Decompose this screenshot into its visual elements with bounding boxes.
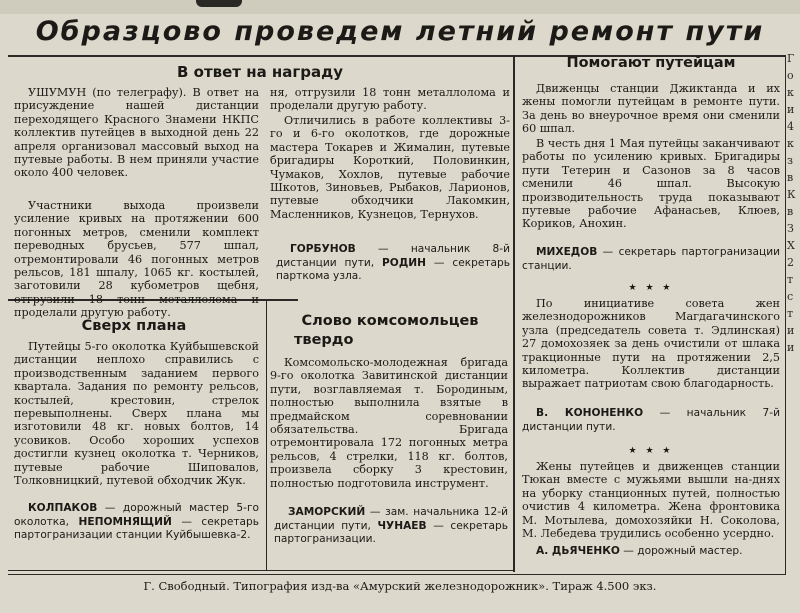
helping-paragraph-4: Жены путейцев и движенцев станции Тюкан вместе с мужьями вышли на-днях на уборку станционных путей, полностью очистив 4 километра. Жена фронтовика М. Мотылева, домохозяйки Н. Соколова, М. Лебедева трудились особенно усердно.: [522, 460, 780, 541]
above-plan-paragraph-1: Путейцы 5-го околотка Куйбышевской дистанции неплохо справились с производственным заданием первого квартала. Задания по ремонту рельсов, костылей, крестовин, стрелок перевыполнены. Сверх плана мы изготовили 48 кг. новых болтов, 14 усовиков. Особо хороших успехов достигли кузнец околотка т. Черников, путевые рабочие Шиповалов, Толковницкий, путевой обходчик Жук.: [14, 340, 259, 488]
above-plan-signature-role-2: — секретарь партогранизации станции Куйбышевка-2.: [14, 515, 259, 542]
reward-paragraph-3: Отличились в работе коллективы 3-го и 6-го околотков, где дорожные мастера Токарев и Жималин, путевые бригадиры Короткий, Половинкин, Чумаков, Хохлов, путевые рабочие Шкотов, Зиновьев, Рыбаков, Ларионов, путевые обходчики Лакомкин, Масленников, Кузнецов, Тернухов.: [270, 114, 510, 221]
helping-signature-1-role: — секретарь партогранизации станции.: [522, 246, 780, 272]
article-title-komsomol: [270, 312, 510, 350]
above-plan-signature-name-1: КОЛПАКОВ: [28, 502, 98, 514]
helping-signature-1: [522, 246, 780, 273]
helping-paragraph-2: В честь дня 1 Мая путейцы заканчивают работы по усилению кривых. Бригадиры пути Тетерин и Сазонов за 8 часов сменили 46 шпал. Высокую производительность труда показывают путевые рабочие Афанасьев, Клюев, Кориков, Анохин.: [522, 137, 780, 231]
reward-paragraph-2: Участники выхода произвели усиление кривых на протяжении 600 погонных метров, сменили комплект переводных брусьев, 577 шпал, отремонтировали 46 погонных метров рельсов, 181 шпалу, 1065 кг. костылей, заготовили 28 кубометров щебня, отгрузили 18 тонн металлолома и проделали другую работу.: [14, 199, 259, 320]
imprint-footer: Г. Свободный. Типография изд-ва «Амурский железнодорожник». Тираж 4.500 экз.: [143, 579, 657, 593]
helping-paragraph-1: Движенцы станции Джиктанда и их жены помогли путейцам в ремонте пути. За день во внеурочное время они сменили 60 шпал.: [522, 82, 780, 136]
article-title-helping: Помогают путейцам: [566, 55, 736, 71]
above-plan-signature: [14, 502, 259, 543]
komsomol-signature-role-2: — секретарь партогранизации.: [274, 519, 509, 546]
rule-bottom: [8, 574, 786, 575]
rule-left-bottom: [8, 570, 513, 571]
cut-off-adjacent-column: Г о к и 4 к з в К в З Х 2 т с т и и: [787, 52, 796, 354]
column-divider-edge: [785, 57, 786, 574]
helping-signature-3: [522, 545, 780, 558]
komsomol-title-line-1: Слово комсомольцев: [301, 313, 479, 329]
helping-signature-2-role: — начальник 7-й дистанции пути.: [522, 407, 781, 433]
article-title-above-plan: Сверх плана: [81, 318, 187, 334]
above-plan-signature-name-2: НЕПОМНЯЩИЙ: [78, 515, 172, 528]
reward-signature-role-1: — начальник 8-й дистанции пути,: [276, 243, 510, 269]
komsomol-signature-role-1: — зам. начальника 12-й дистанции пути,: [274, 506, 508, 532]
komsomol-signature: [274, 506, 508, 547]
komsomol-title-line-2: твердо: [294, 332, 354, 348]
separator-stars-1: ★ ★ ★: [628, 283, 674, 293]
helping-signature-3-name: А. ДЬЯЧЕНКО: [536, 545, 620, 557]
reward-signature-name-1: ГОРБУНОВ: [290, 243, 356, 255]
helping-signature-2-name: В. КОНОНЕНКО: [536, 407, 644, 419]
column-divider-right: [513, 57, 515, 572]
column-divider-left: [266, 301, 267, 571]
separator-stars-2: ★ ★ ★: [628, 446, 674, 456]
helping-signature-2: [522, 407, 780, 434]
reward-signature: [276, 243, 510, 284]
article-title-reward: В ответ на награду: [176, 63, 344, 81]
komsomol-signature-name-2: ЧУНАЕВ: [377, 519, 427, 532]
page-headline: Образцово проведем летний ремонт пути: [35, 16, 765, 47]
above-plan-signature-role-1: — дорожный мастер 5-го околотка,: [14, 502, 259, 528]
reward-paragraph-1: УШУМУН (по телеграфу). В ответ на присуждение нашей дистанции переходящего Красного Знамени НКПС коллектив путейцев в выходной день 22 апреля организовал массовый выход на путевые работы. В нем приняли участие около 400 человек.: [14, 86, 259, 180]
komsomol-paragraph-1: Комсомольско-молодежная бригада 9-го околотка Завитинской дистанции пути, возглавляемая т. Бородиным, полностью выполнила взятые в предмайском соревновании обязательства. Бригада отремонтировала 172 погонных метра рельсов, 4 стрелки, 118 кг. болтов, произвела сборку 3 крестовин, полностью подготовила инструмент.: [270, 356, 508, 490]
reward-signature-name-2: РОДИН: [382, 256, 426, 269]
komsomol-signature-name-1: ЗАМОРСКИЙ: [288, 506, 366, 518]
reward-signature-role-2: — секретарь парткома узла.: [276, 256, 511, 283]
helping-signature-3-role: — дорожный мастер.: [623, 545, 743, 557]
helping-paragraph-3: По инициативе совета жен железнодорожников Магдагачинского узла (председатель совета т. Эдлинская) 27 домохозяек за день очистили от шлака тракционные пути на протяжении 2,5 километра. Коллектив дистанции выражает патриотам свою благодарность.: [522, 297, 780, 391]
print-mark: [196, 0, 242, 7]
reward-paragraph-2-continued: ня, отгрузили 18 тонн металлолома и проделали другую работу.: [270, 86, 510, 113]
helping-signature-1-name: МИХЕДОВ: [536, 246, 598, 258]
